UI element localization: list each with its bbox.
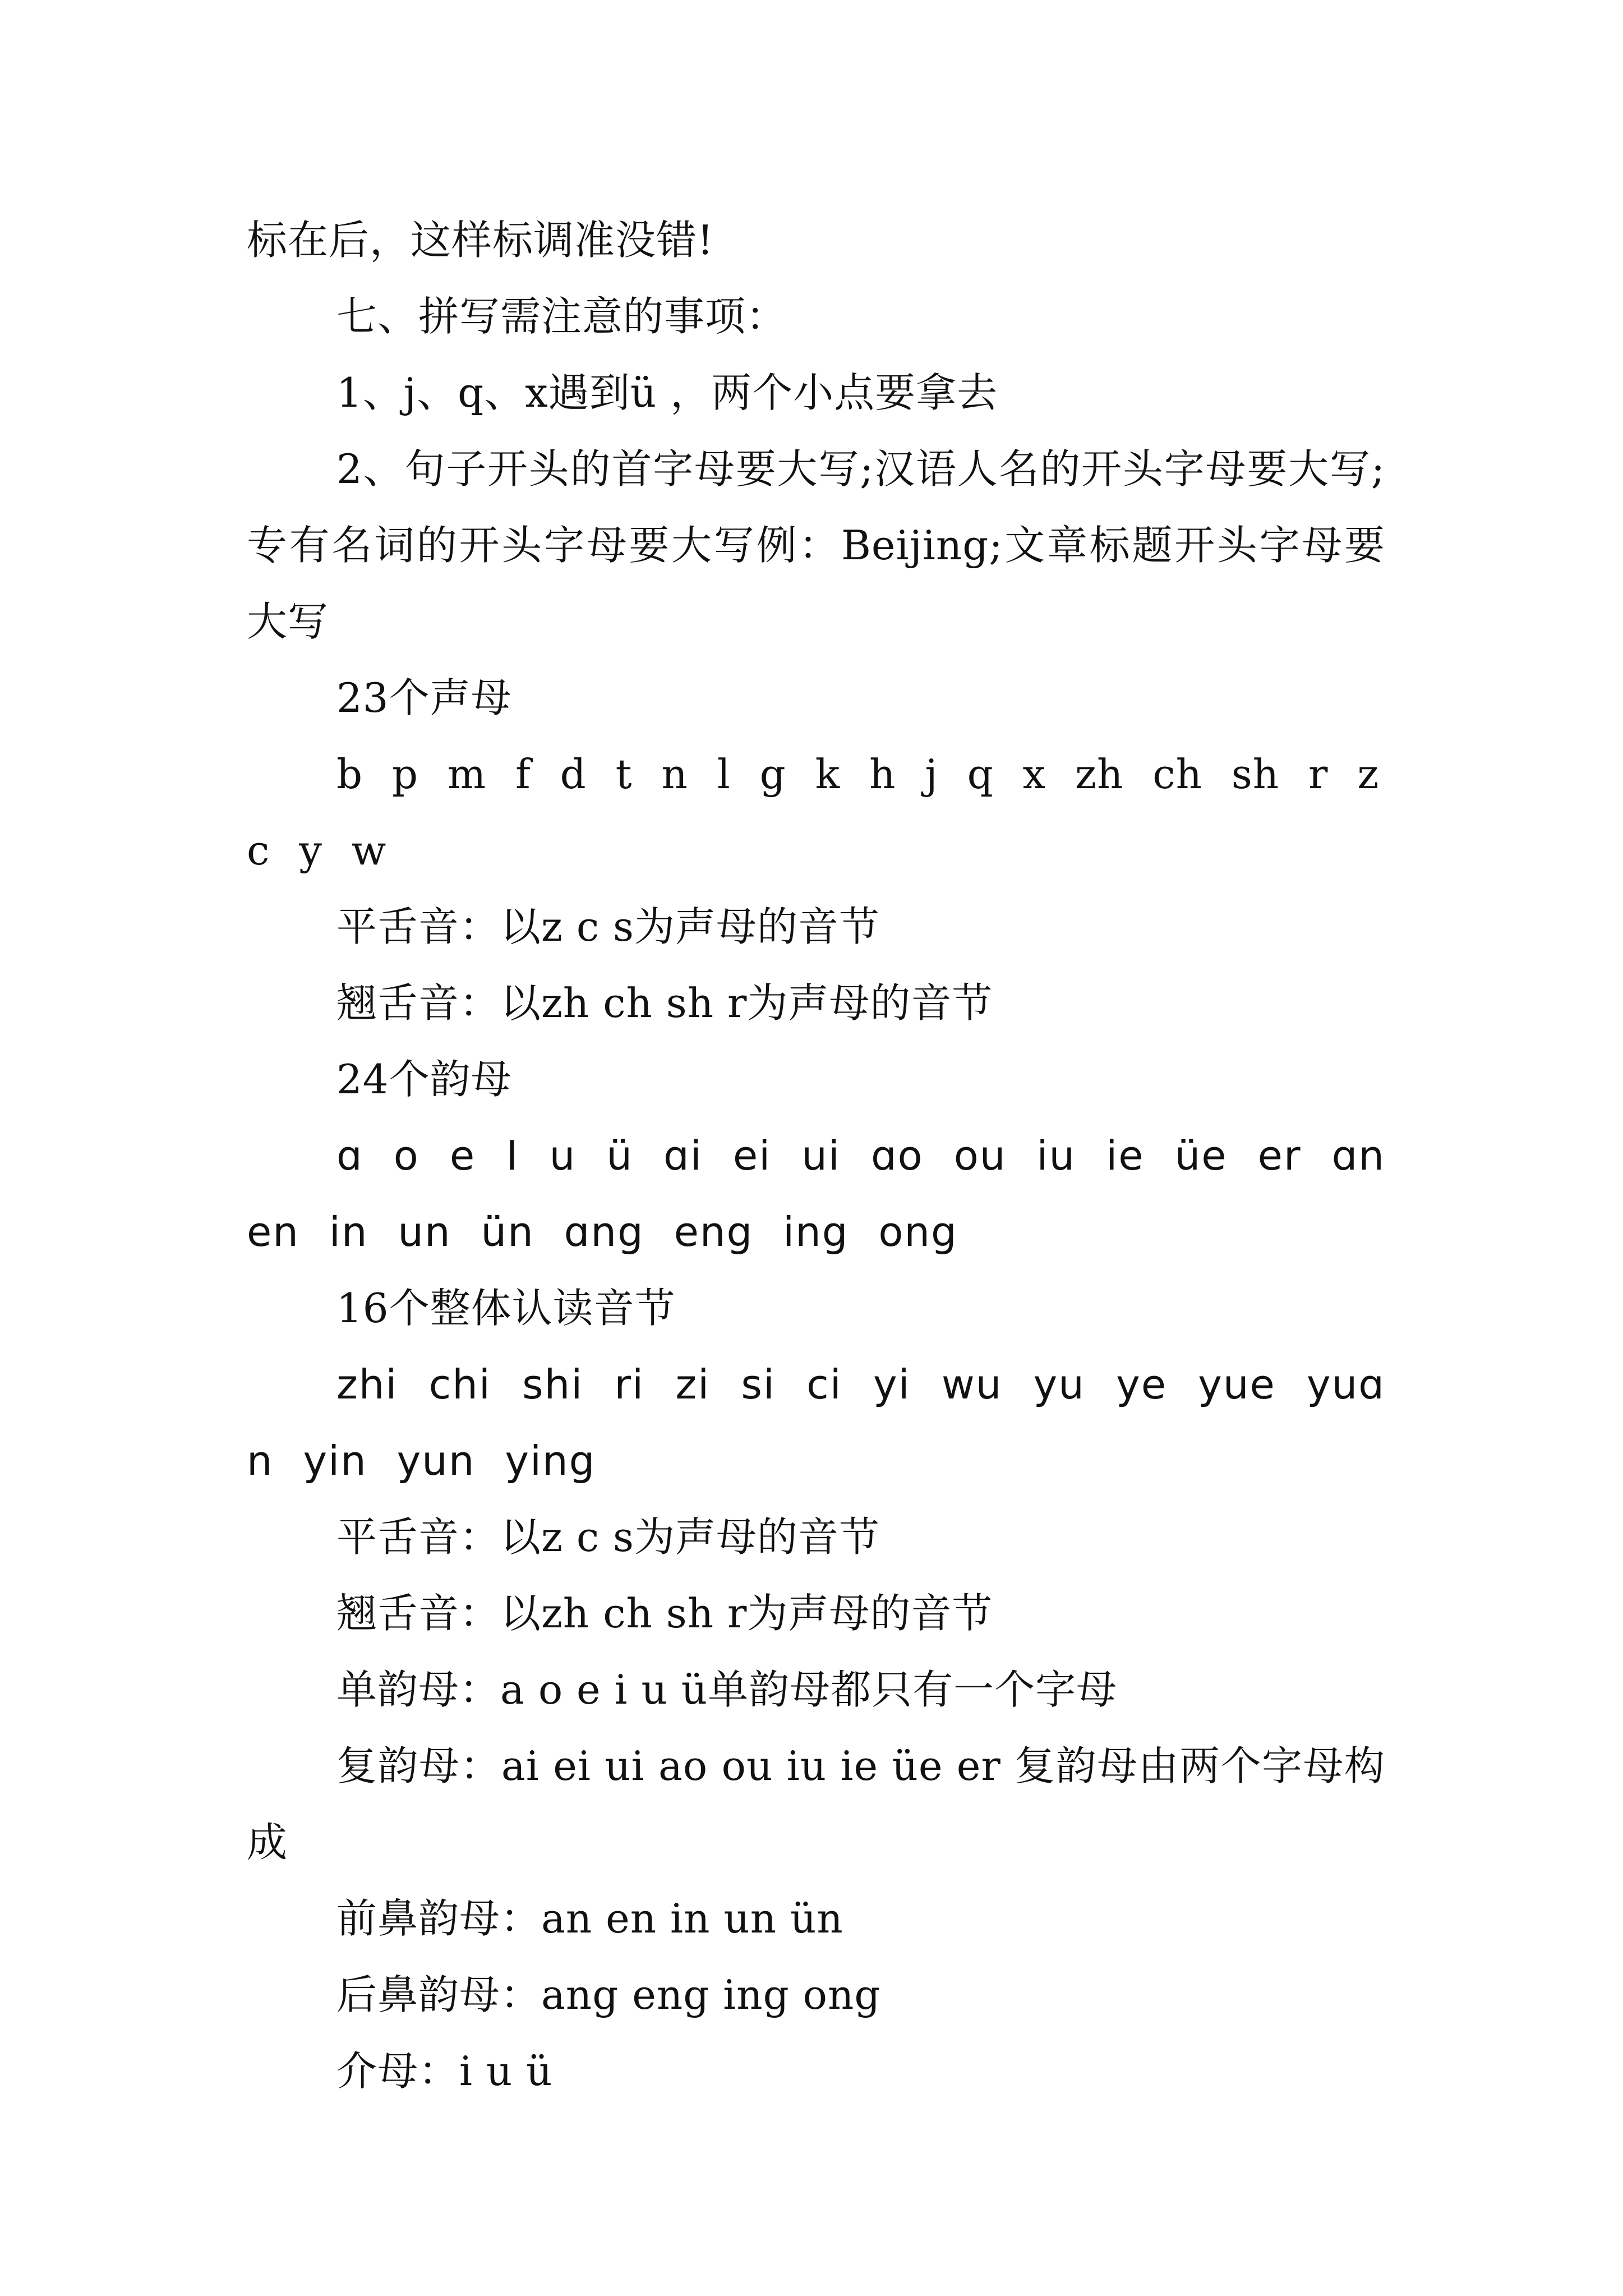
line-simple-finals: 单韵母：a o e i u ü单韵母都只有一个字母 [336,1666,1118,1713]
document-body [247,202,1385,2109]
list-finals: ɑ o e I u ü ɑi ei ui ɑo ou iu ie üe er ɑn en in un ün ɑng eng ing ong [247,1132,1385,1255]
paragraph-rule-1: 1、j、q、x遇到ü ，两个小点要拿去 [336,369,998,416]
line-flat-tongue-repeat: 平舌音：以z c s为声母的音节 [336,1513,880,1561]
line-front-nasal-finals: 前鼻韵母：an en in un ün [336,1895,843,1942]
heading-whole-syllables: 16个整体认读音节 [336,1285,676,1332]
list-whole-syllables: zhi chi shi ri zi si ci yi wu yu ye yue yuɑn yin yun ying [247,1361,1385,1484]
list-initials: b p m f d t n l g k h j q x zh ch sh r z c y w [247,751,1380,874]
paragraph-tone-rule-end: 标在后，这样标调准没错! [247,217,714,264]
paragraph-rule-2: 2、句子开头的首字母要大写;汉语人名的开头字母要大写;专有名词的开头字母要大写例：Beijing;文章标题开头字母要大写 [247,445,1385,645]
heading-initials: 23个声母 [336,674,512,721]
line-medials: 介母：i u ü [336,2047,553,2095]
heading-finals: 24个韵母 [336,1056,512,1103]
line-back-nasal-finals: 后鼻韵母：ang eng ing ong [336,1971,881,2018]
line-flat-tongue: 平舌音：以z c s为声母的音节 [336,903,880,950]
line-compound-finals: 复韵母：ai ei ui ao ou iu ie üe er 复韵母由两个字母构成 [247,1742,1385,1866]
line-retroflex-repeat: 翘舌音：以zh ch sh r为声母的音节 [336,1590,993,1637]
section-heading-spelling-notes: 七、拼写需注意的事项： [336,293,787,340]
line-retroflex: 翘舌音：以zh ch sh r为声母的音节 [336,979,993,1027]
